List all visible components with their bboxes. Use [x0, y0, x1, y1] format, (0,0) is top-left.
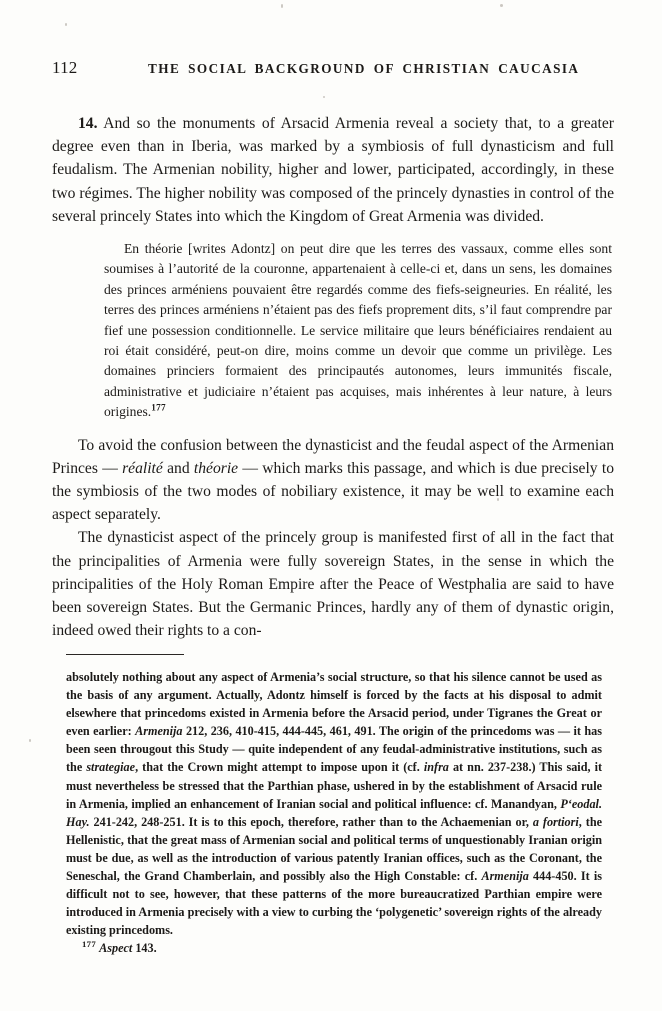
paragraph-14: [52, 112, 614, 228]
paragraph-2-seg-1: To avoid the confusion between the dynasticist and the feudal aspect of the Armenian Princes —: [52, 436, 614, 477]
italic-peodal-hay: P‘eodal. Hay.: [66, 796, 602, 829]
paragraph-realite-theorie: [52, 434, 614, 527]
footnote-reference-177[interactable]: 177: [151, 402, 166, 413]
paragraph-dynasticist: The dynasticist aspect of the princely group is manifested first of all in the fact that the principalities of Armenia were fully sovereign States, in the sense in which the principalities of the Holy Roman Empire after the Peace of Westphalia are said to have been sovereign States. But the Germanic Princes, hardly any of them of dynastic origin, indeed owed their rights to a con-: [52, 529, 614, 640]
block-quotation-adontz: [52, 239, 614, 423]
italic-armenija-1: Armenija: [135, 724, 183, 739]
text-column: [52, 112, 614, 643]
footnote-block: [66, 668, 602, 958]
italic-theorie: théorie: [193, 459, 239, 477]
footnote-continued: [66, 668, 602, 939]
paragraph-2-seg-3: — which marks this passage, and which is due precisely to the symbiosis of the two modes of nobiliary existence, it may be well to examine each aspect separately.: [52, 459, 615, 524]
footnote-seg-6: , the Hellenistic, that the great mass of Armenian social and political terms of unquestionably Iranian origin must be due, as well as the introduction of various patently Iranian offices, such as the Coronant, the Seneschal, the Grand Chamberlain, and possibly also the High Constable: cf.: [66, 814, 603, 884]
paragraph-14-text: And so the monuments of Arsacid Armenia reveal a society that, to a greater degree even than in Iberia, was marked by a symbiosis of full dynasticism and full feudalism. The Armenian nobility, higher and lower, participated, accordingly, in these two régimes. The higher nobility was composed of the princely dynasties in control of the several princely States into which the Kingdom of Great Armenia was divided.: [52, 115, 614, 225]
scan-speck: [500, 4, 503, 7]
scan-speck: [281, 4, 283, 8]
running-head: [52, 58, 610, 80]
section-number: 14.: [78, 115, 98, 132]
italic-strategiae: strategiae: [86, 760, 136, 775]
page-number: 112: [52, 58, 78, 77]
footnote-pages-177: 143.: [132, 941, 157, 956]
scan-speck: [65, 23, 67, 26]
footnote-title-aspect: Aspect: [99, 941, 133, 956]
italic-realite: réalité: [122, 459, 163, 477]
paragraph-2-seg-2: and: [162, 459, 194, 477]
scan-speck: [29, 739, 31, 742]
footnote-seg-3: , that the Crown might attempt to impose upon it (cf.: [135, 760, 424, 775]
footnote-seg-7: 444-450. It is difficult not to see, however, that these patterns of the more bureaucratized Parthian empire were introduced in Armenia precisely with a view to curbing the ‘polygenetic’ sovereign rights of the already existing princedoms.: [66, 869, 602, 938]
footnote-entry-177: [66, 939, 602, 957]
quotation-text-wrapper: [104, 239, 612, 423]
italic-armenija-2: Armenija: [481, 869, 529, 884]
scan-speck: [323, 96, 325, 98]
footnote-seg-4: at nn. 237-238.) This said, it must nevertheless be stressed that the Parthian phase, ushered in by the establishment of Arsacid rule in Armenia, implied an enhancement of Iranian social and political influence: cf. Manandyan,: [66, 760, 603, 811]
footnote-separator-rule: [66, 654, 184, 655]
italic-a-fortiori: a fortiori: [532, 814, 579, 829]
footnote-seg-5: 241-242, 248-251. It is to this epoch, therefore, rather than to the Achaemenian or,: [89, 814, 533, 829]
footnote-seg-2: 212, 236, 410-415, 444-445, 461, 491. The origin of the princedoms was — it has been seen througout this Study — quite independent of any feudal-administrative institutions, such as the: [66, 724, 602, 775]
italic-infra: infra: [423, 760, 449, 775]
running-head-title: THE SOCIAL BACKGROUND OF CHRISTIAN CAUCASIA: [148, 61, 580, 76]
footnote-seg-1: absolutely nothing about any aspect of Armenia’s social structure, so that his silence cannot be used as the basis of any argument. Actually, Adontz himself is forced by the facts at his disposal to admit elsewhere that princedoms existed in Armenia before the Arsacid period, under Tigranes the Great or even earlier:: [66, 670, 602, 739]
quotation-text: En théorie [writes Adontz] on peut dire que les terres des vassaux, comme elles sont soumises à l’autorité de la couronne, appartenaient à celle-ci et, dans un sens, les domaines des princes arméniens pouvaient être regardés comme des fiefs-seigneuries. En réalité, les terres des princes arméniens n’étaient pas des fiefs proprement dits, s’il faut comprendre par fief une possession conditionnelle. Le service militaire que leurs bénéficiaires rendaient au roi était considéré, peut-on dire, moins comme un devoir que comme un privilège. Les domaines princiers formaient des principautés autonomes, leurs immunités fiscale, administrative et judiciaire n’étaient pas acquises, mais inhérentes à leur nature, à leurs origines.: [104, 241, 612, 420]
footnote-number-177: 177: [82, 939, 97, 950]
